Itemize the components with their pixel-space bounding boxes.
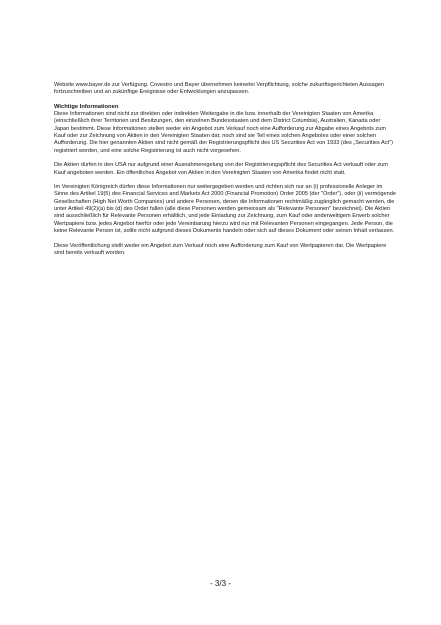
no-offer-paragraph: Diese Veröffentlichung stellt weder ein Angebot zum Verkauf noch eine Aufforderung zum Kauf von Wertpapieren dar. Die Wertpapiere sind bereits verkauft worden. (54, 242, 387, 256)
important-information-section (54, 104, 396, 257)
page-number: - 3/3 - (210, 579, 231, 588)
us-restriction-paragraph: Diese Informationen sind nicht zur direkten oder indirekten Weitergabe in die bzw. innerhalb der Vereinigten Staaten von Amerika (einschließlich ihrer Territorien und Besitzungen, den einzelnen Bundesstaaten und dem District Columbia), Australien, Kanada oder Japan bestimmt. Diese Informationen stellen weder ein Angebot zum Verkauf noch eine Aufforderung zur Abgabe eines Angebots zum Kauf oder zur Zeichnung von Aktien in den Vereinigten Staaten dar, noch sind sie Teil eines solchen Angebotes oder einer solchen Aufforderung. Die hier genannten Aktien sind nicht gemäß der Registrierungspflicht des US Securities Act von 1933 (des „Securities Act") registriert worden, und eine solche Registrierung ist auch nicht vorgesehen. (54, 111, 393, 154)
us-sale-paragraph: Die Aktien dürfen in den USA nur aufgrund einer Ausnahmeregelung von der Registrierungspflicht des Securities Act verkauft oder zum Kauf angeboten werden. Ein öffentliches Angebot von Aktien in den Vereinigten Staaten von Amerika findet nicht statt. (54, 162, 388, 176)
uk-restriction-paragraph: Im Vereinigten Königreich dürfen diese Informationen nur weitergegeben werden und richten sich nur an (i) professionelle Anleger im Sinne des Artikel 19(5) des Financial Services and Markets Act 2000 (Financial Promotion) Order 2005 (der "Order"), oder (ii) vermögende Gesellschaften (High Net Worth Companies) und andere Personen, denen die Informationen rechtmäßig zugänglich gemacht werden, die unter Artikel 49(2)(a) bis (d) des Order fallen (alle diese Personen werden gemeinsam als "Relevante Personen" bezeichnet). Die Aktien sind ausschließlich für Relevante Personen erhältlich, und jede Einladung zur Zeichnung, zum Kauf oder anderweitigem Erwerb solcher Wertpapiere bzw. jedes Angebot hierfür oder jede Vereinbarung hierzu wird nur mit Relevanten Personen eingegangen. Jede Person, die keine Relevante Person ist, sollte nicht aufgrund dieses Dokuments handeln oder sich auf dieses Dokument oder seinen Inhalt verlassen. (54, 184, 396, 234)
document-body (54, 82, 396, 264)
section-heading: Wichtige Informationen (54, 103, 119, 110)
intro-paragraph: Website www.bayer.de zur Verfügung. Covestro und Bayer übernehmen keinerlei Verpflichtung, solche zukunftsgerichteten Aussagen fortzuschreiben und an zukünftige Ereignisse oder Entwicklungen anzupassen. (54, 82, 385, 96)
